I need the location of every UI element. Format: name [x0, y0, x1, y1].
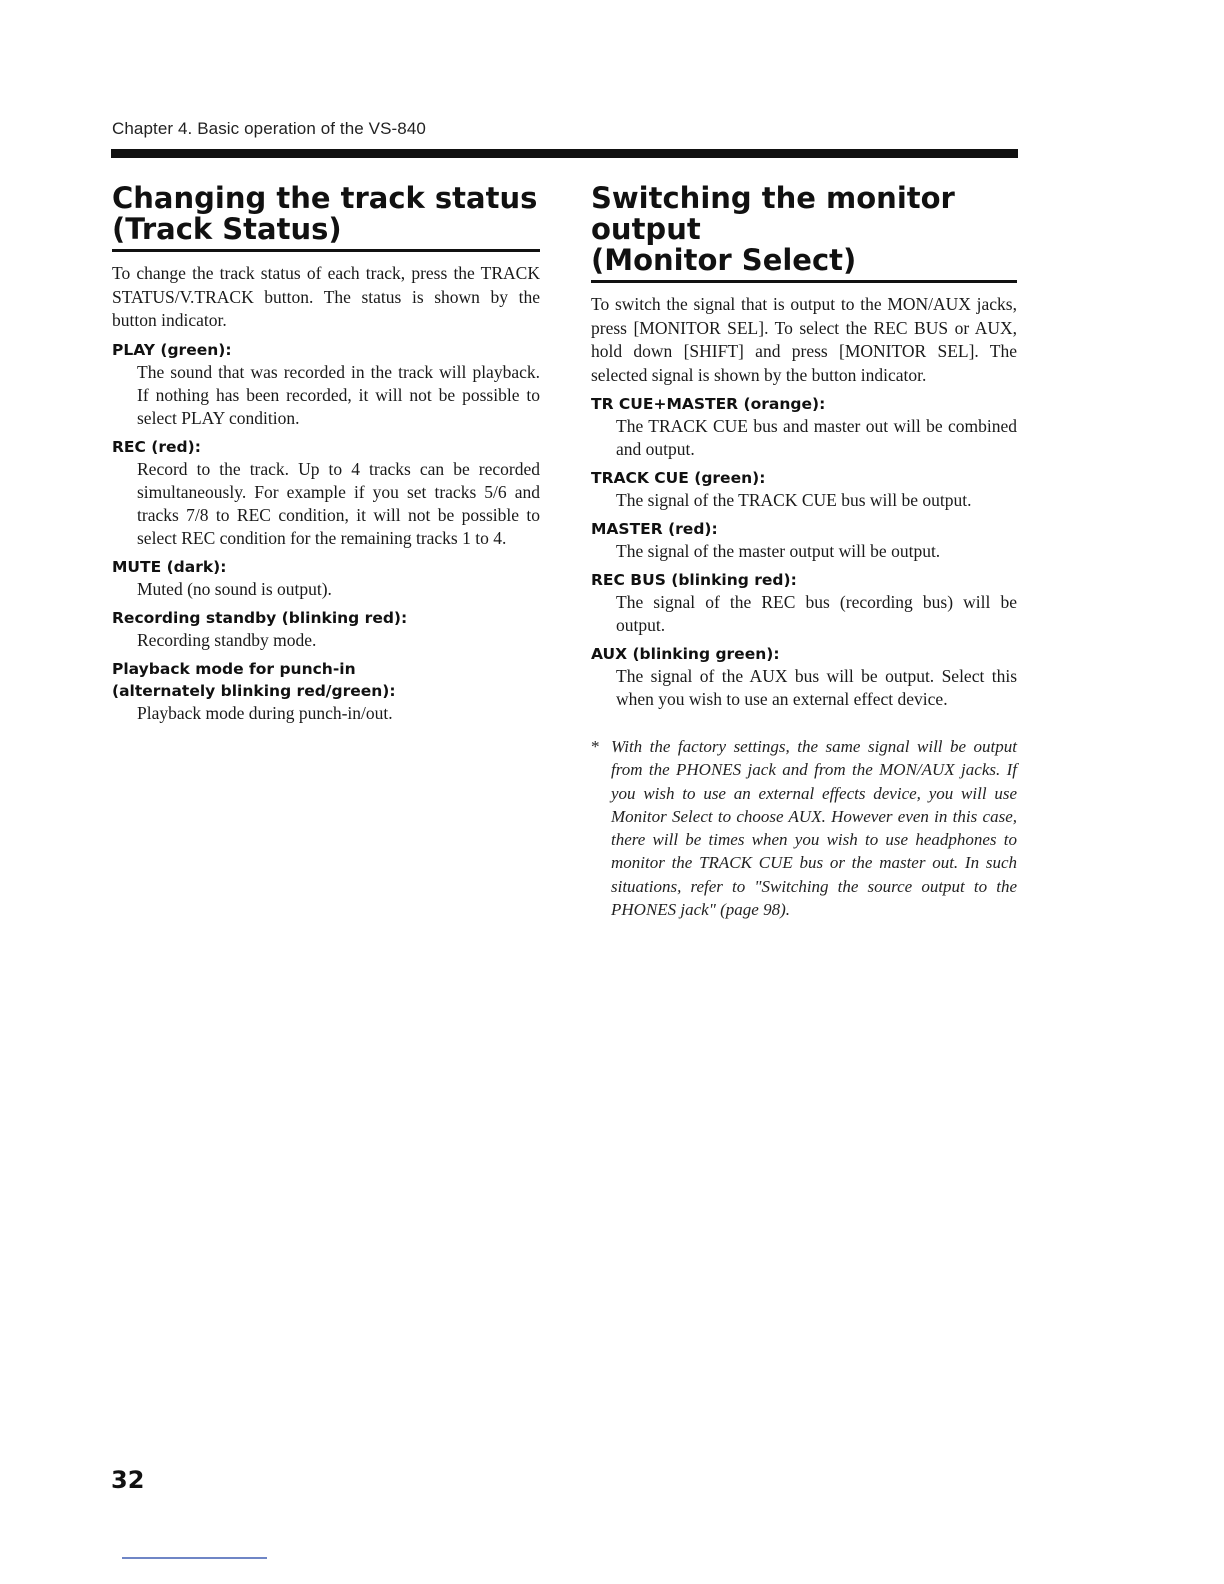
entry-text: Playback mode during punch-in/out.: [137, 702, 393, 723]
entry-text: The sound that was recorded in the track will playback. If nothing has been recorded, it will not be possible to select PLAY condition.: [137, 361, 540, 428]
status-entry-rec: [112, 436, 540, 550]
entry-label: PLAY (green):: [112, 340, 232, 359]
entry-label: TRACK CUE (green):: [591, 469, 766, 487]
title-line: (Track Status): [112, 212, 342, 246]
monitor-entry-rec-bus: [591, 569, 1017, 637]
entry-text: The signal of the master output will be output.: [616, 541, 941, 561]
monitor-entry-track-cue: [591, 467, 1017, 512]
intro-paragraph: To switch the signal that is output to the MON/AUX jacks, press [MONITOR SEL]. To select the REC BUS or AUX, hold down [SHIFT] and press [MONITOR SEL]. The selected signal is shown by the button indicator.: [591, 294, 1017, 385]
intro-paragraph: To change the track status of each track, press the TRACK STATUS/V.TRACK button. The status is shown by the button indicator.: [112, 263, 540, 330]
title-line: (Monitor Select): [591, 243, 857, 277]
status-entry-play: [112, 339, 540, 430]
title-line: Switching the monitor output: [591, 181, 955, 246]
footnote-text: With the factory settings, the same signal will be output from the PHONES jack and from the MON/AUX jacks. If you wish to use an external effects device, you will use Monitor Select to choose AUX. However even in this case, there will be times when you wish to use headphones to monitor the TRACK CUE bus or the master out. In such situations, refer to "Switching the source output to the PHONES jack" (page 98).: [611, 737, 1017, 920]
entry-label: MASTER (red):: [591, 520, 718, 538]
entry-text: The signal of the AUX bus will be output. Select this when you wish to use an external effect device.: [616, 666, 1017, 709]
page-number: 32: [111, 1466, 145, 1494]
section-title-monitor-select: [591, 183, 1017, 283]
entry-label: REC (red):: [112, 437, 201, 456]
footnote: [591, 735, 1017, 921]
monitor-entry-aux: [591, 643, 1017, 711]
entry-label: AUX (blinking green):: [591, 645, 780, 663]
entry-label-line: Playback mode for punch-in: [112, 659, 356, 678]
monitor-entry-tr-cue-master: [591, 393, 1017, 461]
header-rule: [111, 149, 1018, 158]
entry-text: Recording standby mode.: [137, 629, 317, 650]
bottom-divider: [122, 1557, 267, 1559]
entry-label: TR CUE+MASTER (orange):: [591, 395, 826, 413]
right-column: [591, 183, 1017, 921]
chapter-header: Chapter 4. Basic operation of the VS-840: [112, 119, 426, 138]
monitor-entry-master: [591, 518, 1017, 563]
asterisk-icon: *: [591, 737, 600, 756]
left-column: [112, 183, 540, 725]
status-entry-mute: [112, 556, 540, 601]
status-entry-recording-standby: [112, 607, 540, 652]
entry-label: Recording standby (blinking red):: [112, 608, 408, 627]
title-line: Changing the track status: [112, 181, 538, 215]
entry-label: MUTE (dark):: [112, 557, 227, 576]
entry-text: The signal of the TRACK CUE bus will be output.: [616, 490, 972, 510]
entry-text: Record to the track. Up to 4 tracks can be recorded simultaneously. For example if you set tracks 5/6 and tracks 7/8 to REC condition, it will not be possible to select REC condition for the remaining tracks 1 to 4.: [137, 458, 540, 548]
entry-text: Muted (no sound is output).: [137, 578, 332, 599]
entry-label: REC BUS (blinking red):: [591, 571, 797, 589]
entry-label-line: (alternately blinking red/green):: [112, 681, 396, 700]
entry-text: The TRACK CUE bus and master out will be combined and output.: [616, 416, 1017, 459]
entry-text: The signal of the REC bus (recording bus) will be output.: [616, 592, 1017, 635]
entry-label: [112, 658, 540, 702]
status-entry-playback-punch-in: [112, 658, 540, 725]
section-title-track-status: [112, 183, 540, 252]
